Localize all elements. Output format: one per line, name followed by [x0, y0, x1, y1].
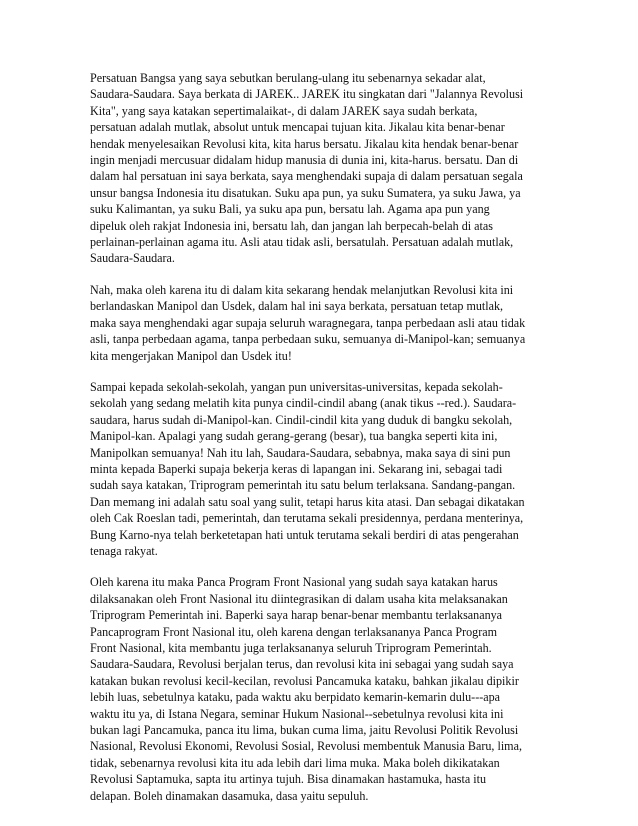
document-page [90, 70, 552, 819]
text-line: suku Kalimantan, ya suku Bali, ya suku apa pun, bersatu lah. Agama apa pun yang [90, 202, 490, 217]
text-line: ingin menjadi mercusuar didalam hidup manusia di dunia ini, kita-harus. bersatu. Dan di [90, 153, 519, 168]
paragraph-sekolah [90, 379, 552, 559]
text-line: persatuan adalah mutlak, absolut untuk mencapai tujuan kita. Jikalau kita benar-benar [90, 120, 505, 135]
text-line: oleh Cak Roeslan tadi, pemerintah, dan terutama sekali presidennya, perdana menterinya, [90, 511, 524, 526]
text-line: perlainan-perlainan agama itu. Asli atau tidak asli, bersatulah. Persatuan adalah mutlak, [90, 235, 514, 250]
paragraph-persatuan-bangsa [90, 70, 552, 267]
text-line: kita mengerjakan Manipol dan Usdek itu! [90, 348, 292, 363]
text-line: tidak, sebenarnya revolusi kita itu ada lebih dari lima muka. Maka boleh dikikatakan [90, 755, 500, 770]
paragraph-manipol-usdek [90, 282, 552, 364]
text-line: Nah, maka oleh karena itu di dalam kita sekarang hendak melanjutkan Revolusi kita ini [90, 282, 514, 297]
text-line: Saudara-Saudara. [90, 251, 175, 266]
text-line: Oleh karena itu maka Panca Program Front Nasional yang sudah saya katakan harus [90, 575, 498, 590]
text-line: tenaga rakyat. [90, 543, 158, 558]
text-line: saudara, harus sudah di-Manipol-kan. Cindil-cindil kita yang duduk di bangku sekolah, [90, 412, 513, 427]
text-line: Bung Karno-nya telah berketetapan hati untuk terutama sekali berdiri di atas pengerahan [90, 527, 519, 542]
text-line: Manipol-kan. Apalagi yang sudah gerang-gerang (besar), tua bangka seperti kita ini, [90, 429, 498, 444]
text-line: dilaksanakan oleh Front Nasional itu diintegrasikan di dalam usaha kita melaksanakan [90, 591, 508, 606]
text-line: Pancaprogram Front Nasional itu, oleh karena dengan terlaksananya Panca Program [90, 624, 498, 639]
text-line: katakan bukan revolusi kecil-kecilan, revolusi Pancamuka kataku, bahkan jikalau dipikir [90, 673, 519, 688]
text-line: waktu itu ya, di Istana Negara, seminar Hukum Nasional--sebetulnya revolusi kita ini [90, 706, 504, 721]
text-line: delapan. Boleh dinamakan dasamuka, dasa yaitu sepuluh. [90, 788, 369, 803]
paragraph-panca-program [90, 574, 552, 804]
text-line: bukan lagi Pancamuka, panca itu lima, bukan cuma lima, jaitu Revolusi Politik Revolusi [90, 723, 519, 738]
text-line: Saudara-Saudara, Revolusi berjalan terus, dan revolusi kita ini sebagai yang sudah saya [90, 657, 514, 672]
text-line: Revolusi Saptamuka, sapta itu artinya tujuh. Bisa dinamakan hastamuka, hasta itu [90, 772, 486, 787]
text-line: Kita", yang saya katakan sepertimalaikat-, di dalam JAREK saya sudah berkata, [90, 103, 478, 118]
text-line: maka saya menghendaki agar supaja seluruh waragnegara, tanpa perbedaan asli atau tidak [90, 315, 526, 330]
text-line: hendak menyelesaikan Revolusi kita, kita harus bersatu. Jikalau kita hendak benar-benar [90, 136, 519, 151]
text-line: unsur bangsa Indonesia itu disatukan. Suku apa pun, ya suku Sumatera, ya suku Jawa, ya [90, 185, 521, 200]
text-line: dalam hal persatuan ini saya berkata, saya menghendaki supaja di dalam persatuan segala [90, 169, 523, 184]
text-line: sekolah yang sedang melatih kita punya cindil-cindil abang (anak tikus --red.). Saudara- [90, 396, 517, 411]
text-line: Sampai kepada sekolah-sekolah, yangan pun universitas-universitas, kepada sekolah- [90, 379, 503, 394]
text-line: Nasional, Revolusi Ekonomi, Revolusi Sosial, Revolusi membentuk Manusia Baru, lima, [90, 739, 522, 754]
text-line: Saudara-Saudara. Saya berkata di JAREK.. JAREK itu singkatan dari "Jalannya Revolusi [90, 87, 524, 102]
text-line: Manipolkan semuanya! Nah itu lah, Saudara-Saudara, sebabnya, maka saya di sini pun [90, 445, 511, 460]
text-line: Persatuan Bangsa yang saya sebutkan berulang-ulang itu sebenarnya sekadar alat, [90, 71, 486, 85]
text-line: asli, tanpa perbedaan agama, tanpa perbedaan suku, semuanya di-Manipol-kan; semuanya [90, 332, 526, 347]
text-line: minta kepada Baperki supaja bekerja keras di lapangan ini. Sekarang ini, sebagai tadi [90, 461, 503, 476]
text-line: Dan memang ini adalah satu soal yang sulit, tetapi harus kita atasi. Dan sebagai dikatakan [90, 494, 525, 509]
text-line: berlandaskan Manipol dan Usdek, dalam hal ini saya berkata, persatuan tetap mutlak, [90, 299, 504, 314]
text-line: lebih luas, sebetulnya kataku, pada waktu aku berpidato kemarin-kemarin dulu---apa [90, 690, 501, 705]
text-line: Triprogram Pemerintah ini. Baperki saya harap benar-benar membantu terlaksananya [90, 608, 503, 623]
text-line: dipeluk oleh rakjat Indonesia ini, bersatu lah, dan jangan lah berpecah-belah di atas [90, 218, 493, 233]
text-line: Front Nasional, kita membantu juga terlaksananya seluruh Triprogram Pemerintah. [90, 641, 492, 655]
text-line: sudah saya katakan, Triprogram pemerintah itu satu belum terlaksana. Sandang-pangan. [90, 478, 516, 493]
